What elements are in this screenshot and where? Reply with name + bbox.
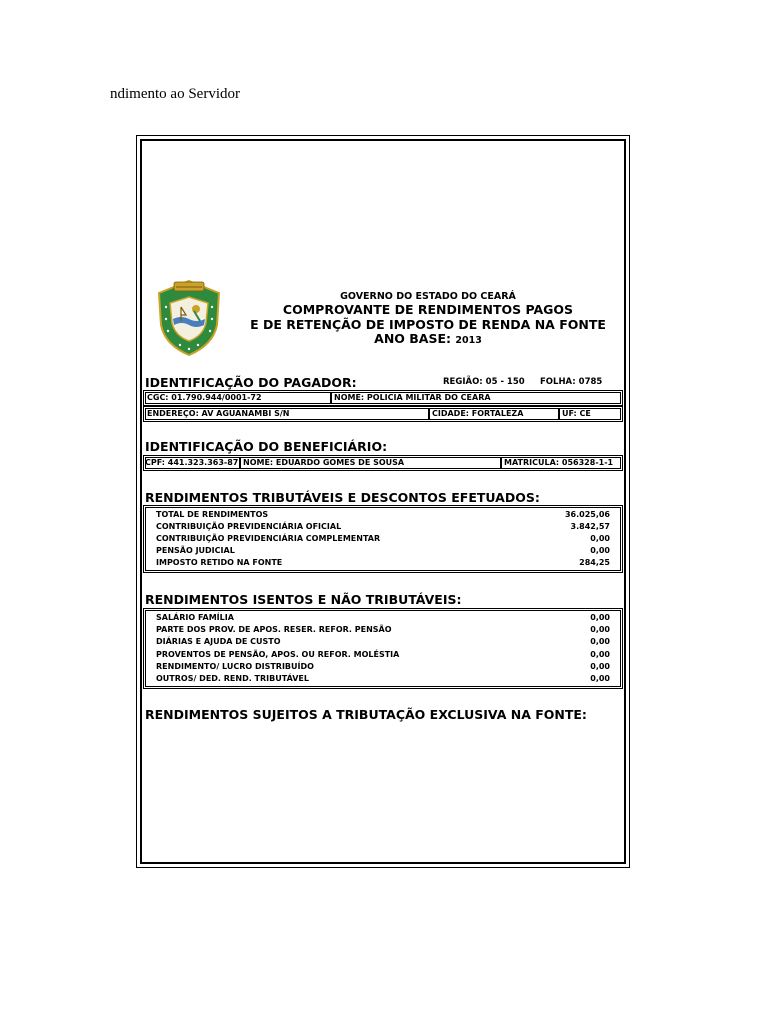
government-title: GOVERNO DO ESTADO DO CEARÁ — [340, 291, 516, 302]
row-label: CONTRIBUIÇÃO PREVIDENCIÁRIA COMPLEMENTAR — [156, 534, 381, 543]
beneficiary-matricula: MATRICULA: 056328-1-1 — [500, 457, 613, 468]
row-label: SALÁRIO FAMÍLIA — [156, 613, 234, 622]
table-row — [156, 625, 610, 637]
table-row — [156, 674, 610, 686]
payer-row-address — [143, 406, 623, 422]
document-title-line1: COMPROVANTE DE RENDIMENTOS PAGOS — [282, 302, 574, 317]
row-label: PENSÃO JUDICIAL — [156, 546, 235, 555]
payer-cidade: CIDADE: FORTALEZA — [428, 408, 523, 419]
row-value: 0,00 — [590, 613, 610, 622]
payer-uf: UF: CE — [558, 408, 591, 419]
row-value: 0,00 — [590, 637, 610, 646]
payer-row-cgc — [143, 390, 623, 406]
taxable-table — [143, 505, 623, 573]
table-row — [156, 510, 610, 522]
row-value: 0,00 — [590, 625, 610, 634]
taxable-section-title: RENDIMENTOS TRIBUTÁVEIS E DESCONTOS EFETUADOS: — [145, 490, 540, 505]
row-label: DIÁRIAS E AJUDA DE CUSTO — [156, 637, 281, 646]
beneficiary-cpf: CPF: 441.323.363-87 — [145, 458, 239, 467]
base-year-label: ANO BASE: — [374, 331, 452, 346]
beneficiary-nome: NOME: EDUARDO GOMES DE SOUSA — [239, 457, 404, 468]
table-row — [156, 546, 610, 558]
payer-endereco: ENDEREÇO: AV AGUANAMBI S/N — [147, 409, 290, 418]
page-header-text: ndimento ao Servidor — [110, 86, 240, 102]
row-value: 0,00 — [590, 674, 610, 683]
row-value: 36.025,06 — [564, 510, 610, 519]
row-value: 284,25 — [579, 558, 610, 567]
ceara-coat-of-arms-icon — [156, 279, 222, 357]
table-row — [156, 613, 610, 625]
document-title-line2: E DE RETENÇÃO DE IMPOSTO DE RENDA NA FONTE — [250, 317, 606, 332]
row-label: PROVENTOS DE PENSÃO, APOS. OU REFOR. MOLÉSTIA — [156, 650, 400, 659]
payer-cgc: CGC: 01.790.944/0001-72 — [147, 393, 262, 402]
base-year-value: 2013 — [455, 335, 482, 346]
row-label: OUTROS/ DED. REND. TRIBUTÁVEL — [156, 674, 309, 683]
payer-section-title: IDENTIFICAÇÃO DO PAGADOR: — [145, 375, 357, 390]
payer-nome: NOME: POLICIA MILITAR DO CEARA — [330, 392, 491, 403]
table-row — [156, 534, 610, 546]
row-label: IMPOSTO RETIDO NA FONTE — [156, 558, 283, 567]
row-label: CONTRIBUIÇÃO PREVIDENCIÁRIA OFICIAL — [156, 522, 342, 531]
payer-regiao: REGIÃO: 05 - 150 — [443, 377, 525, 387]
table-row — [156, 558, 610, 570]
exempt-section-title: RENDIMENTOS ISENTOS E NÃO TRIBUTÁVEIS: — [145, 592, 462, 607]
row-value: 0,00 — [590, 546, 610, 555]
beneficiary-section-title: IDENTIFICAÇÃO DO BENEFICIÁRIO: — [145, 439, 388, 454]
payer-folha: FOLHA: 0785 — [540, 377, 603, 387]
exclusive-section-title: RENDIMENTOS SUJEITOS A TRIBUTAÇÃO EXCLUSIVA NA FONTE: — [145, 707, 587, 722]
exempt-table — [143, 608, 623, 689]
row-label: PARTE DOS PROV. DE APOS. RESER. REFOR. PENSÃO — [156, 625, 392, 634]
table-row — [156, 522, 610, 534]
beneficiary-row — [143, 455, 623, 471]
row-value: 0,00 — [590, 534, 610, 543]
row-value: 3.842,57 — [570, 522, 610, 531]
table-row — [156, 662, 610, 674]
row-value: 0,00 — [590, 662, 610, 671]
row-label: RENDIMENTO/ LUCRO DISTRIBUÍDO — [156, 662, 314, 671]
row-value: 0,00 — [590, 650, 610, 659]
row-label: TOTAL DE RENDIMENTOS — [156, 510, 269, 519]
table-row — [156, 637, 610, 649]
base-year-line — [232, 331, 624, 346]
table-row — [156, 650, 610, 662]
